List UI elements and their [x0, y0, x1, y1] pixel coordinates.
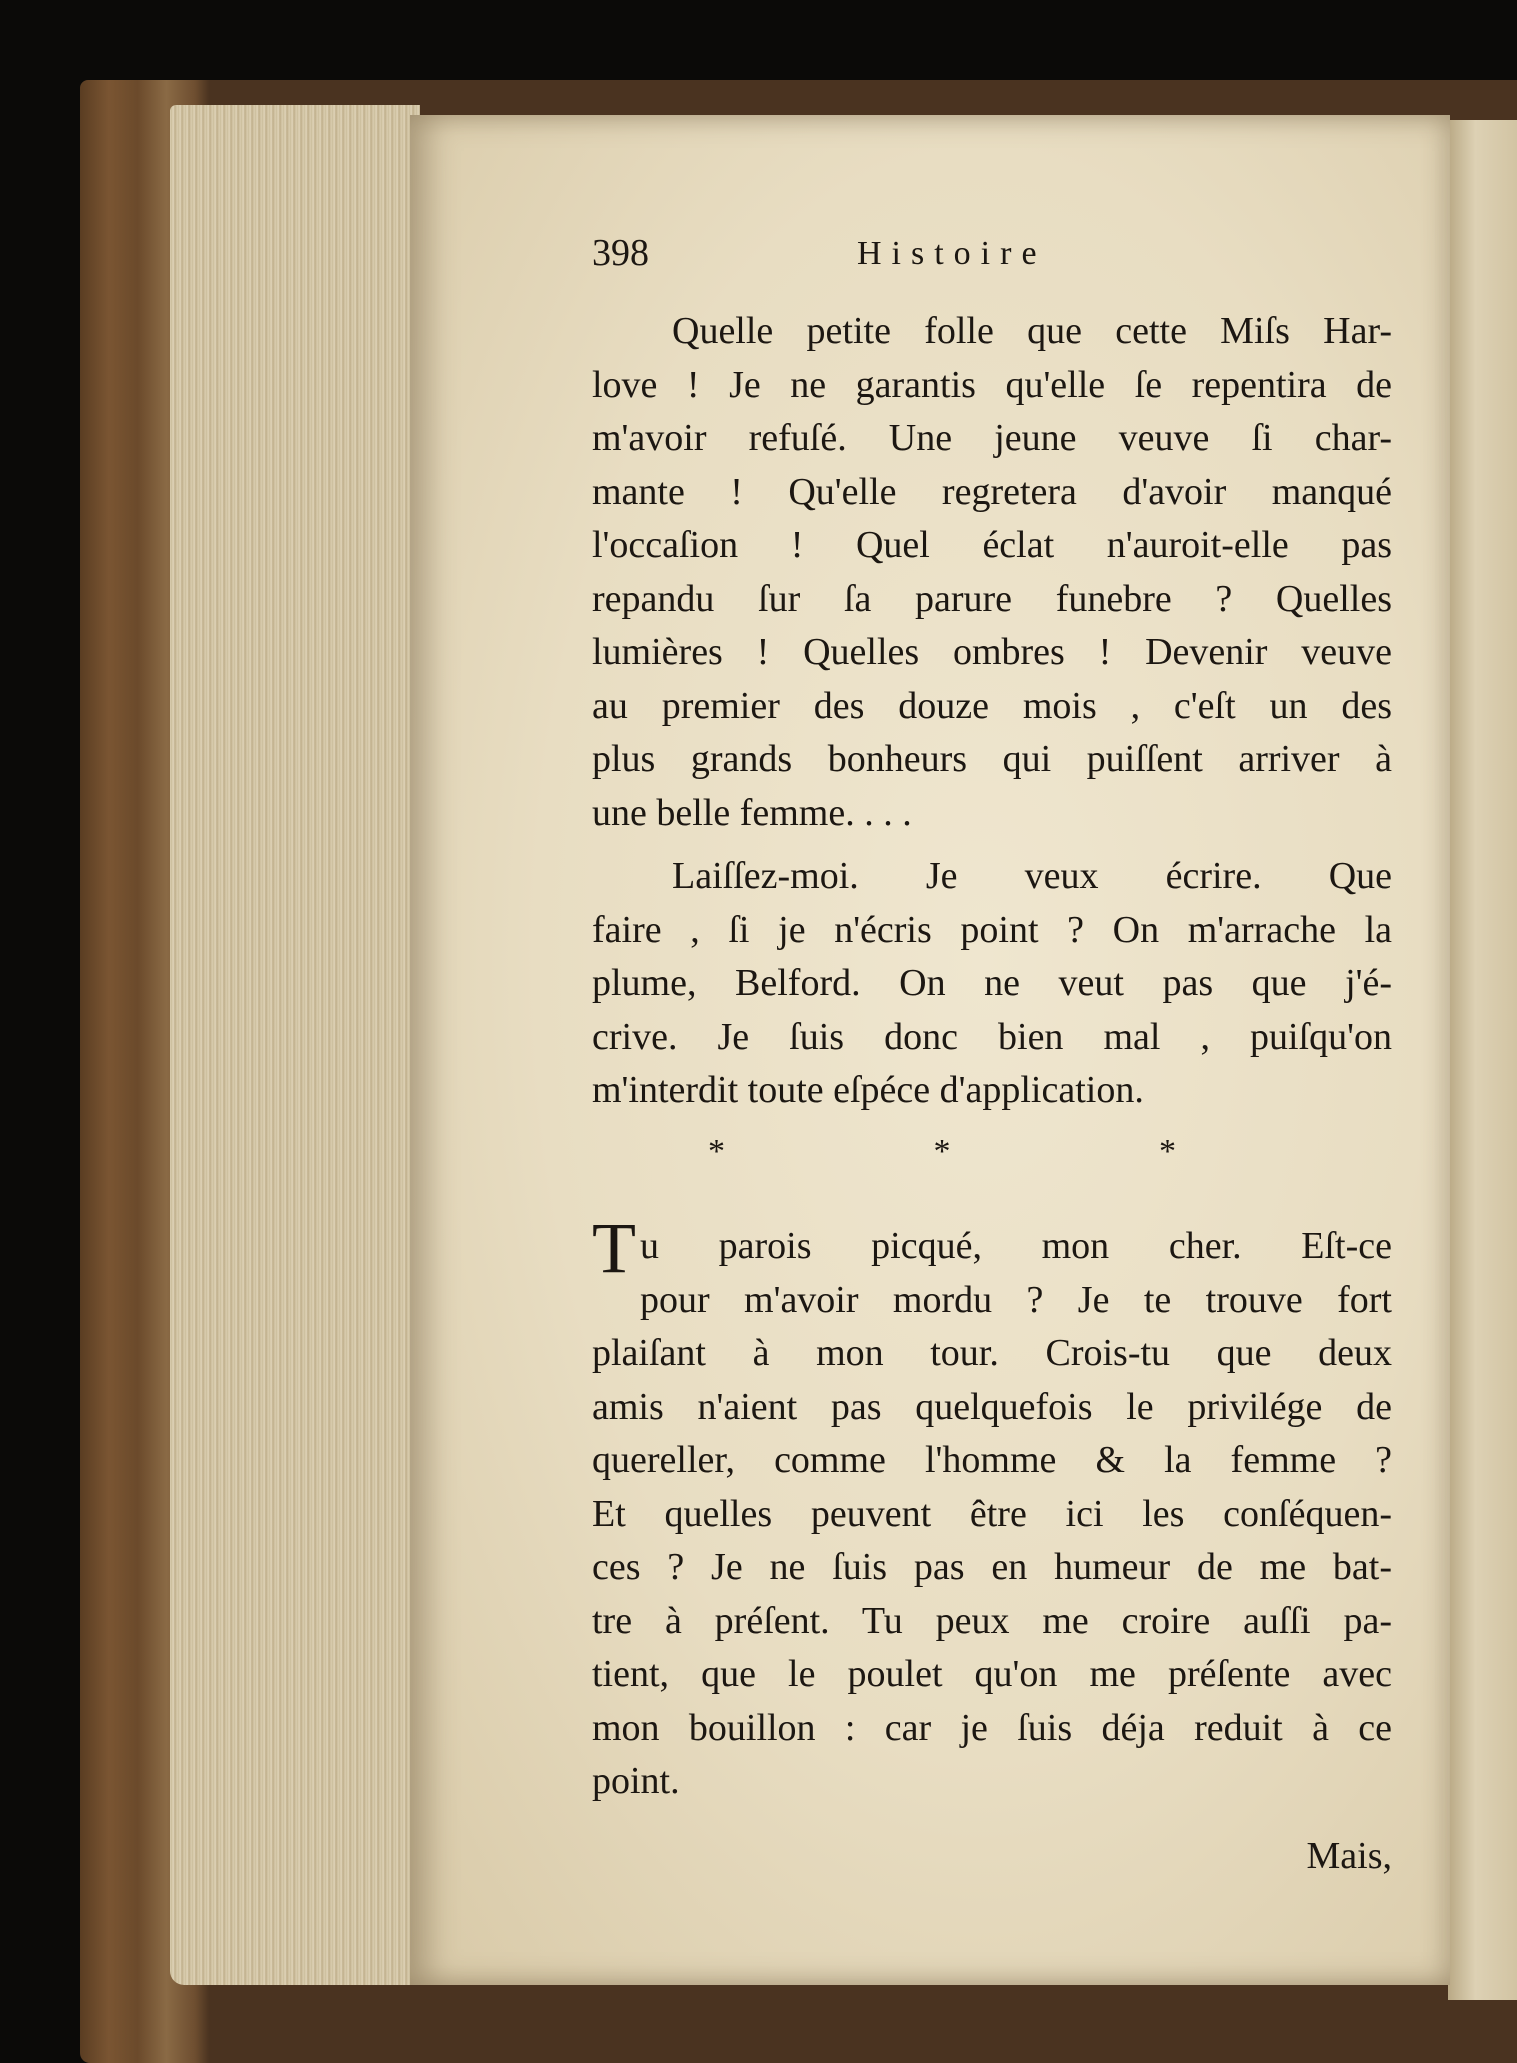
text-line: love ! Je ne garantis qu'elle ſe repentira de [592, 363, 1392, 406]
text-line: l'occaſion ! Quel éclat n'auroit-elle pas [592, 524, 1392, 566]
text-line: une belle femme. . . . [592, 791, 912, 834]
text-line: u parois picqué, mon cher. Eſt-ce [639, 1225, 1392, 1267]
drop-capital: T [592, 1208, 636, 1288]
text-line: m'interdit toute eſpéce d'application. [592, 1069, 1144, 1111]
text-line: quereller, comme l'homme & la femme ? [592, 1439, 1392, 1481]
text-line: plaiſant à mon tour. Crois-tu que deux [592, 1332, 1392, 1374]
text-line: crive. Je ſuis donc bien mal , puiſqu'on [592, 1015, 1392, 1058]
catchword: Mais, [1306, 1835, 1392, 1877]
text-line: amis n'aient pas quelquefois le privilége de [592, 1385, 1392, 1428]
text-line: tient, que le poulet qu'on me préſente avec [592, 1653, 1392, 1695]
text-line: lumières ! Quelles ombres ! Devenir veuve [592, 631, 1392, 673]
running-title: Histoire [857, 235, 1047, 272]
section-separator: * * * [708, 1133, 1276, 1170]
page-edges [170, 105, 420, 1985]
text-line: tre à préſent. Tu peux me croire auſſi pa- [592, 1599, 1392, 1642]
text-line: faire , ſi je n'écris point ? On m'arrache la [592, 908, 1392, 951]
text-line: Laiſſez-moi. Je veux écrire. Que [672, 855, 1392, 897]
text-line: point. [592, 1760, 680, 1802]
text-line: m'avoir refuſé. Une jeune veuve ſi char- [592, 417, 1392, 459]
text-line: mante ! Qu'elle regretera d'avoir manqué [592, 470, 1392, 513]
text-line: repandu ſur ſa parure funebre ? Quelles [592, 577, 1392, 620]
text-line: pour m'avoir mordu ? Je te trouve fort [639, 1278, 1392, 1321]
text-line: mon bouillon : car je ſuis déja reduit à ce [592, 1706, 1392, 1749]
paragraph-3 [592, 1208, 1392, 1809]
text-line: plus grands bonheurs qui puiſſent arriver à [592, 738, 1392, 780]
text-line: Quelle petite folle que cette Miſs Har- [672, 310, 1392, 352]
paragraph-1 [592, 305, 1392, 840]
page-header [592, 232, 1392, 295]
text-line: plume, Belford. On ne veut pas que j'é- [592, 962, 1392, 1004]
facing-page-edge [1448, 120, 1517, 2000]
text-line: ces ? Je ne ſuis pas en humeur de me bat- [592, 1546, 1392, 1588]
text-line: au premier des douze mois , c'eſt un des [592, 684, 1392, 727]
paragraph-2 [592, 850, 1392, 1118]
text-line: Et quelles peuvent être ici les conſéquen- [592, 1492, 1392, 1535]
page-number: 398 [592, 232, 649, 274]
